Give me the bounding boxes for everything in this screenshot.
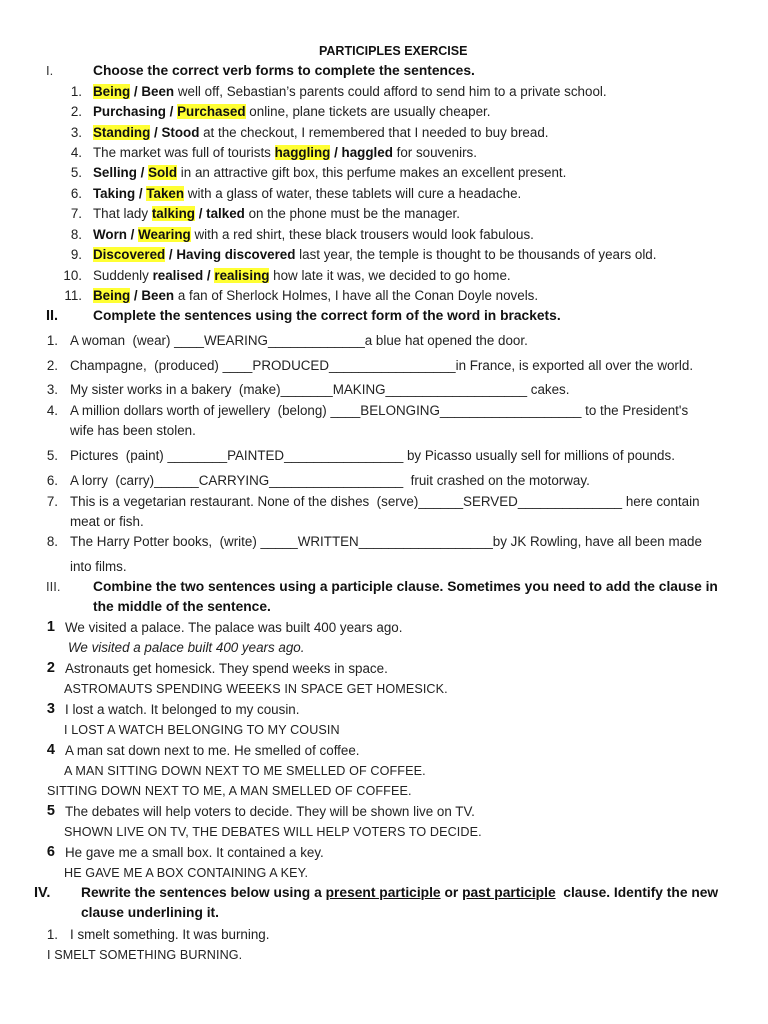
section-4-item-question: I smelt something. It was burning. <box>70 927 270 942</box>
question-line: We visited a palace. The palace was built 400 years ago. <box>65 620 403 635</box>
item-number: 2 <box>46 660 55 676</box>
item-number: 5. <box>46 448 58 463</box>
option-text: Purchasing / <box>93 104 178 119</box>
question-line: He gave me a small box. It contained a key. <box>65 845 324 860</box>
item-number: 11. <box>64 288 82 303</box>
sentence-line <box>93 287 538 305</box>
item-number: 8. <box>46 534 58 549</box>
highlighted-answer: Wearing <box>138 227 191 242</box>
sentence-line <box>93 226 534 244</box>
highlighted-answer: Being <box>93 288 131 303</box>
option-text: / Having discovered <box>165 247 296 262</box>
sentence-line <box>93 267 511 285</box>
item-number: 4. <box>46 403 58 418</box>
sentence-line <box>93 205 460 223</box>
item-number: 3. <box>70 125 82 140</box>
sentence-line <box>93 103 490 121</box>
question-line: A man sat down next to me. He smelled of coffee. <box>65 743 360 758</box>
item-number: 4 <box>46 742 55 758</box>
sentence-text: with a glass of water, these tablets will cure a headache. <box>184 186 522 201</box>
sentence-text: on the phone must be the manager. <box>244 206 460 221</box>
sentence-text: That lady <box>93 206 152 221</box>
item-number: 2. <box>46 358 58 373</box>
sentence-text: last year, the temple is thought to be thousands of years old. <box>295 247 657 262</box>
answer-line: I LOST A WATCH BELONGING TO MY COUSIN <box>64 723 340 737</box>
section-4-heading-post: clause. Identify the new <box>555 885 719 900</box>
section-2-numeral: II. <box>46 308 59 324</box>
option-text: / talked <box>194 206 245 221</box>
section-4-item-answer: I SMELT SOMETHING BURNING. <box>47 948 243 962</box>
item-number: 10. <box>63 268 82 283</box>
sentence-line <box>93 246 656 264</box>
section-1-numeral: I. <box>46 63 54 78</box>
section-2-heading: Complete the sentences using the correct form of the word in brackets. <box>93 308 561 323</box>
sentence-text: Suddenly <box>93 268 153 283</box>
option-text: Taking / <box>93 186 147 201</box>
sentence-line: My sister works in a bakery (make)_______MAKING___________________ cakes. <box>70 382 570 397</box>
highlighted-answer: haggling <box>274 145 331 160</box>
sentence-text: The market was full of tourists <box>93 145 275 160</box>
item-number: 1. <box>46 333 58 348</box>
present-participle-term: present participle <box>325 885 441 900</box>
section-4-heading-mid: or <box>440 885 463 900</box>
section-4-heading-line2: clause underlining it. <box>81 905 219 920</box>
item-number: 1 <box>46 619 55 635</box>
sentence-text: for souvenirs. <box>392 145 477 160</box>
sentence-line: Champagne, (produced) ____PRODUCED_________________in France, is exported all over the world. <box>70 358 694 373</box>
item-number: 5 <box>46 803 55 819</box>
option-text: / Stood <box>150 125 200 140</box>
sentence-line: wife has been stolen. <box>70 423 196 438</box>
item-number: 3 <box>46 701 55 717</box>
answer-line: We visited a palace built 400 years ago. <box>68 640 305 655</box>
sentence-text: in an attractive gift box, this perfume makes an excellent present. <box>177 165 567 180</box>
past-participle-term: past participle <box>462 885 556 900</box>
item-number: 6. <box>70 186 82 201</box>
sentence-line: A million dollars worth of jewellery (belong) ____BELONGING___________________ to the President's <box>70 403 689 418</box>
highlighted-answer: talking <box>151 206 195 221</box>
answer-line: ASTROMAUTS SPENDING WEEEKS IN SPACE GET HOMESICK. <box>64 682 448 696</box>
item-number: 6 <box>46 844 55 860</box>
highlighted-answer: Standing <box>93 125 151 140</box>
item-number: 7. <box>70 206 82 221</box>
section-3-heading-line2: the middle of the sentence. <box>93 599 271 614</box>
item-number: 6. <box>46 473 58 488</box>
page-title: PARTICIPLES EXERCISE <box>319 44 468 58</box>
option-text: realised / <box>152 268 215 283</box>
sentence-text: at the checkout, I remembered that I needed to buy bread. <box>199 125 549 140</box>
sentence-text: how late it was, we decided to go home. <box>269 268 511 283</box>
sentence-line: A woman (wear) ____WEARING_____________a blue hat opened the door. <box>70 333 528 348</box>
sentence-line <box>93 164 566 182</box>
sentence-text: a fan of Sherlock Holmes, I have all the Conan Doyle novels. <box>174 288 539 303</box>
sentence-text: well off, Sebastian’s parents could afford to send him to a private school. <box>174 84 607 99</box>
item-number: 5. <box>70 165 82 180</box>
question-line: The debates will help voters to decide. They will be shown live on TV. <box>65 804 475 819</box>
option-text: / Been <box>130 84 175 99</box>
highlighted-answer: Discovered <box>93 247 166 262</box>
section-4-numeral: IV. <box>34 885 51 901</box>
option-text: / haggled <box>330 145 393 160</box>
highlighted-answer: realising <box>214 268 270 283</box>
section-3-heading-line1: Combine the two sentences using a participle clause. Sometimes you need to add the clause in <box>93 579 718 594</box>
option-text: Worn / <box>93 227 139 242</box>
sentence-line <box>93 124 549 142</box>
answer-line: HE GAVE ME A BOX CONTAINING A KEY. <box>64 866 309 880</box>
item-number: 2. <box>70 104 82 119</box>
highlighted-answer: Sold <box>148 165 178 180</box>
sentence-text: with a red shirt, these black trousers would look fabulous. <box>190 227 534 242</box>
sentence-line: Pictures (paint) ________PAINTED________________ by Picasso usually sell for millions of pounds. <box>70 448 675 463</box>
sentence-text: online, plane tickets are usually cheaper. <box>245 104 491 119</box>
sentence-line <box>93 144 477 162</box>
option-text: Selling / <box>93 165 149 180</box>
section-3-numeral: III. <box>46 579 61 594</box>
question-line: Astronauts get homesick. They spend weeks in space. <box>65 661 388 676</box>
sentence-line: A lorry (carry)______CARRYING__________________ fruit crashed on the motorway. <box>70 473 590 488</box>
highlighted-answer: Purchased <box>177 104 246 119</box>
question-line: I lost a watch. It belonged to my cousin. <box>65 702 300 717</box>
item-number: 1. <box>70 84 82 99</box>
answer-line: SITTING DOWN NEXT TO ME, A MAN SMELLED OF COFFEE. <box>47 784 412 798</box>
section-1-heading: Choose the correct verb forms to complete the sentences. <box>93 63 475 78</box>
answer-line: SHOWN LIVE ON TV, THE DEBATES WILL HELP VOTERS TO DECIDE. <box>64 825 482 839</box>
sentence-line: meat or fish. <box>70 514 144 529</box>
answer-line: A MAN SITTING DOWN NEXT TO ME SMELLED OF COFFEE. <box>64 764 426 778</box>
section-4-item-number: 1. <box>46 927 58 942</box>
option-text: / Been <box>130 288 175 303</box>
sentence-line <box>93 185 521 203</box>
sentence-line: into films. <box>70 559 127 574</box>
item-number: 3. <box>46 382 58 397</box>
item-number: 7. <box>46 494 58 509</box>
sentence-line: The Harry Potter books, (write) _____WRITTEN__________________by JK Rowling, have all been made <box>70 534 702 549</box>
item-number: 8. <box>70 227 82 242</box>
section-4-heading-line1 <box>81 884 718 902</box>
highlighted-answer: Taken <box>146 186 185 201</box>
sentence-line <box>93 83 607 101</box>
item-number: 9. <box>70 247 82 262</box>
item-number: 4. <box>70 145 82 160</box>
sentence-line: This is a vegetarian restaurant. None of the dishes (serve)______SERVED______________ here contain <box>70 494 700 509</box>
highlighted-answer: Being <box>93 84 131 99</box>
section-4-heading-pre: Rewrite the sentences below using a <box>81 885 326 900</box>
